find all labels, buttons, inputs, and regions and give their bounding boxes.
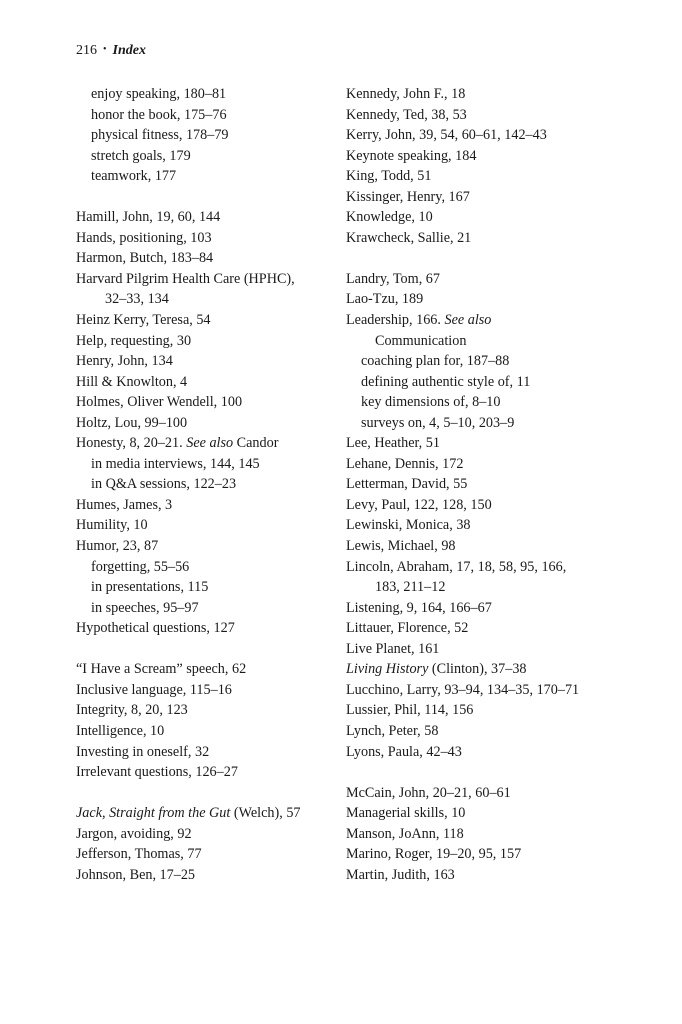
entry-text: Holtz, Lou, 99–100 [76, 414, 188, 431]
index-entry [346, 105, 666, 126]
entry-text: Intelligence, 10 [76, 722, 165, 739]
entry-text: Kennedy, John F., 18 [346, 86, 466, 102]
italic-text: See also [186, 435, 234, 452]
entry-text: Landry, Tom, 67 [346, 270, 440, 287]
entry-text: Heinz Kerry, Teresa, 54 [76, 312, 211, 329]
index-entry [346, 659, 666, 680]
index-entry-continuation [346, 331, 666, 352]
index-entry [76, 536, 336, 557]
entry-text: Kennedy, Ted, 38, 53 [346, 106, 467, 123]
entry-text: McCain, John, 20–21, 60–61 [346, 784, 511, 801]
running-header [76, 41, 146, 60]
index-entry [76, 228, 336, 249]
index-entry [346, 598, 666, 619]
index-column-left [76, 84, 336, 885]
entry-text: honor the book, 175–76 [91, 106, 227, 123]
entry-text: enjoy speaking, 180–81 [91, 86, 227, 102]
entry-text: Lee, Heather, 51 [346, 435, 440, 452]
index-subentry [76, 454, 336, 475]
entry-text: forgetting, 55–56 [91, 558, 190, 575]
entry-text: Communication [375, 332, 467, 349]
index-subentry [76, 166, 336, 187]
letter-group-gap [76, 639, 336, 660]
entry-text: Lyons, Paula, 42–43 [346, 743, 462, 760]
entry-text: Lao-Tzu, 189 [346, 291, 424, 308]
entry-text: Levy, Paul, 122, 128, 150 [346, 496, 492, 513]
italic-text: Living History [346, 661, 429, 678]
entry-text: Marino, Roger, 19–20, 95, 157 [346, 846, 522, 863]
italic-text: Jack, Straight from the Gut [76, 805, 231, 822]
index-entry [76, 495, 336, 516]
entry-text: Jargon, avoiding, 92 [76, 825, 192, 842]
index-entry [346, 824, 666, 845]
index-entry [346, 269, 666, 290]
entry-text: Hypothetical questions, 127 [76, 620, 235, 637]
entry-text: Inclusive language, 115–16 [76, 681, 232, 698]
index-entry [346, 495, 666, 516]
entry-text: Leadership, 166. [346, 312, 445, 329]
index-entry [346, 433, 666, 454]
index-entry-continuation [76, 289, 336, 310]
entry-text: Humor, 23, 87 [76, 538, 159, 555]
index-entry [346, 865, 666, 886]
entry-text: (Welch), 57 [230, 805, 301, 822]
entry-text: Krawcheck, Sallie, 21 [346, 229, 472, 246]
index-subentry [76, 598, 336, 619]
index-entry [76, 659, 336, 680]
entry-text: Letterman, David, 55 [346, 476, 468, 493]
index-entry [346, 700, 666, 721]
entry-text: Integrity, 8, 20, 123 [76, 702, 188, 719]
index-entry [346, 844, 666, 865]
entry-text: Lewinski, Monica, 38 [346, 517, 471, 534]
entry-text: Live Planet, 161 [346, 640, 440, 657]
index-entry [346, 146, 666, 167]
entry-text: Keynote speaking, 184 [346, 147, 477, 164]
entry-text: Irrelevant questions, 126–27 [76, 764, 238, 781]
entry-text: in speeches, 95–97 [91, 599, 199, 616]
index-entry [76, 762, 336, 783]
index-entry [346, 125, 666, 146]
index-subentry [346, 413, 666, 434]
entry-text: Knowledge, 10 [346, 209, 433, 226]
entry-text: teamwork, 177 [91, 168, 177, 185]
index-entry [76, 721, 336, 742]
index-entry [76, 310, 336, 331]
entry-text: Hamill, John, 19, 60, 144 [76, 209, 221, 226]
index-subentry [346, 372, 666, 393]
index-entry [76, 372, 336, 393]
letter-group-gap [346, 248, 666, 269]
index-entry [76, 803, 336, 824]
index-entry [76, 844, 336, 865]
entry-text: Martin, Judith, 163 [346, 866, 455, 883]
index-entry [346, 310, 666, 331]
index-entry [346, 639, 666, 660]
index-entry [346, 228, 666, 249]
index-subentry [346, 351, 666, 372]
index-entry [346, 803, 666, 824]
entry-text: Humility, 10 [76, 517, 148, 534]
index-entry [346, 618, 666, 639]
header-separator: • [103, 44, 107, 55]
index-entry [76, 248, 336, 269]
index-subentry [76, 105, 336, 126]
entry-text: Lucchino, Larry, 93–94, 134–35, 170–71 [346, 681, 580, 698]
entry-text: Hands, positioning, 103 [76, 229, 212, 246]
index-entry [346, 84, 666, 105]
index-entry [76, 618, 336, 639]
entry-text: Henry, John, 134 [76, 353, 173, 370]
entry-text: King, Todd, 51 [346, 168, 432, 185]
letter-group-gap [76, 783, 336, 804]
index-entry [76, 433, 336, 454]
index-entry [76, 680, 336, 701]
entry-text: Johnson, Ben, 17–25 [76, 866, 196, 883]
entry-text: in Q&A sessions, 122–23 [91, 476, 237, 493]
entry-text: Littauer, Florence, 52 [346, 620, 469, 637]
index-subentry [76, 577, 336, 598]
entry-text: Lewis, Michael, 98 [346, 538, 456, 555]
entry-text: defining authentic style of, 11 [361, 373, 531, 390]
entry-text: in media interviews, 144, 145 [91, 455, 260, 472]
index-entry [346, 474, 666, 495]
index-entry [346, 721, 666, 742]
index-subentry [76, 557, 336, 578]
entry-text: Help, requesting, 30 [76, 332, 192, 349]
entry-text: Honesty, 8, 20–21. [76, 435, 187, 452]
entry-text: Candor [233, 435, 279, 452]
index-entry [346, 207, 666, 228]
index-entry [76, 824, 336, 845]
entry-text: coaching plan for, 187–88 [361, 353, 510, 370]
index-entry [76, 413, 336, 434]
index-entry [346, 783, 666, 804]
entry-text: Listening, 9, 164, 166–67 [346, 599, 492, 616]
letter-group-gap [76, 187, 336, 208]
index-entry [76, 742, 336, 763]
entry-text: surveys on, 4, 5–10, 203–9 [361, 414, 515, 431]
entry-text: Investing in oneself, 32 [76, 743, 210, 760]
index-entry [76, 351, 336, 372]
entry-text: stretch goals, 179 [91, 147, 191, 164]
index-entry [76, 515, 336, 536]
entry-text: in presentations, 115 [91, 579, 209, 596]
index-entry-continuation [346, 577, 666, 598]
index-subentry [76, 84, 336, 105]
entry-text: Lussier, Phil, 114, 156 [346, 702, 474, 719]
index-entry [346, 187, 666, 208]
index-entry [76, 331, 336, 352]
index-entry [76, 269, 336, 290]
index-subentry [76, 125, 336, 146]
index-entry [76, 865, 336, 886]
page-number: 216 [76, 43, 97, 58]
entry-text: Lynch, Peter, 58 [346, 722, 439, 739]
entry-text: Managerial skills, 10 [346, 805, 466, 822]
index-entry [346, 515, 666, 536]
index-column-right [346, 84, 666, 885]
entry-text: key dimensions of, 8–10 [361, 394, 501, 411]
entry-text: Holmes, Oliver Wendell, 100 [76, 394, 243, 411]
entry-text: Harvard Pilgrim Health Care (HPHC), [76, 270, 295, 287]
entry-text: 32–33, 134 [105, 291, 169, 308]
entry-text: physical fitness, 178–79 [91, 127, 229, 144]
entry-text: Lincoln, Abraham, 17, 18, 58, 95, 166, [346, 558, 567, 575]
entry-text: Kissinger, Henry, 167 [346, 188, 470, 205]
index-entry [346, 742, 666, 763]
entry-text: (Clinton), 37–38 [428, 661, 527, 678]
entry-text: “I Have a Scream” speech, 62 [76, 661, 247, 678]
section-title: Index [112, 43, 146, 58]
letter-group-gap [346, 762, 666, 783]
entry-text: Manson, JoAnn, 118 [346, 825, 464, 842]
index-entry [346, 166, 666, 187]
entry-text: Harmon, Butch, 183–84 [76, 250, 214, 267]
index-entry [76, 392, 336, 413]
index-entry [346, 557, 666, 578]
index-entry [76, 700, 336, 721]
entry-text: Kerry, John, 39, 54, 60–61, 142–43 [346, 127, 547, 144]
index-entry [346, 289, 666, 310]
entry-text: Humes, James, 3 [76, 496, 173, 513]
italic-text: See also [444, 312, 492, 329]
index-entry [346, 536, 666, 557]
index-entry [346, 680, 666, 701]
index-subentry [346, 392, 666, 413]
entry-text: 183, 211–12 [375, 579, 446, 596]
index-subentry [76, 146, 336, 167]
index-subentry [76, 474, 336, 495]
entry-text: Hill & Knowlton, 4 [76, 373, 188, 390]
entry-text: Jefferson, Thomas, 77 [76, 846, 202, 863]
index-entry [76, 207, 336, 228]
entry-text: Lehane, Dennis, 172 [346, 455, 464, 472]
index-entry [346, 454, 666, 475]
